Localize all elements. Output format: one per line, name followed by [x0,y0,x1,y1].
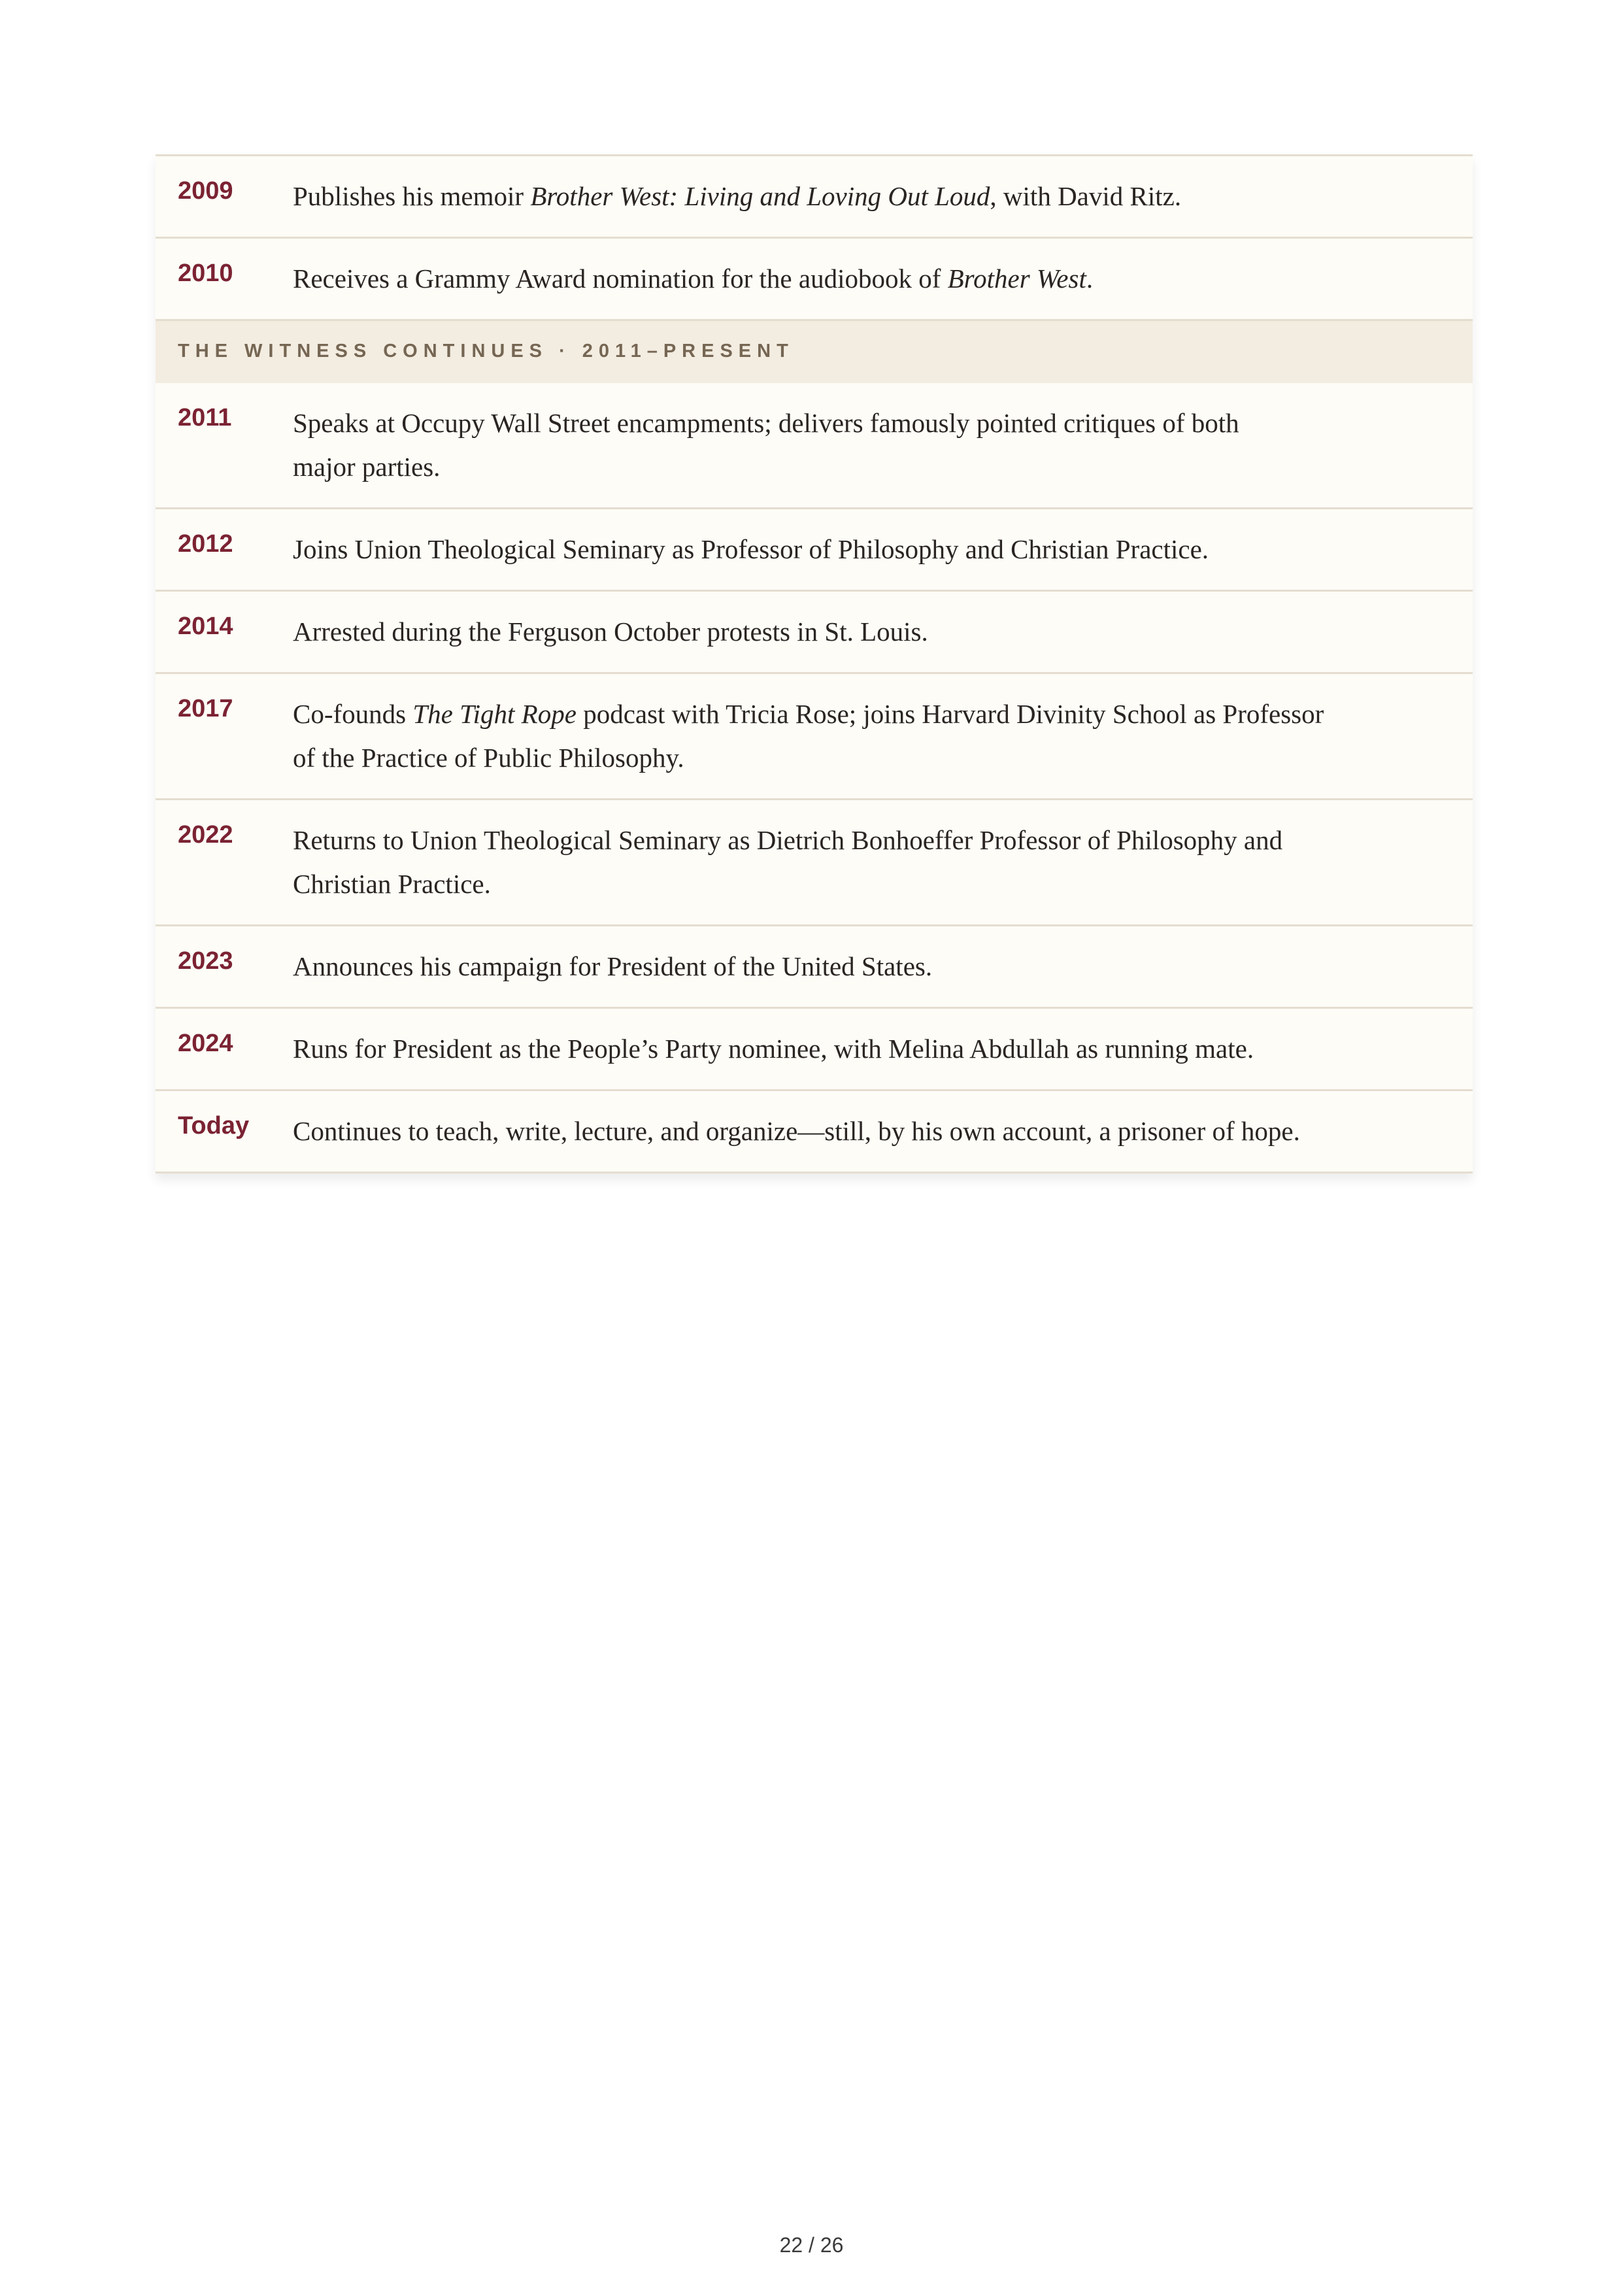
description-line [293,819,1453,862]
timeline-row [156,156,1473,239]
description-line [293,1027,1453,1071]
timeline-group-present [156,383,1473,1173]
timeline-row [156,592,1473,674]
timeline-description [293,1091,1473,1172]
text-segment: Publishes his memoir [293,181,531,211]
timeline-year: 2024 [178,1030,233,1057]
italic-title: Brother West: Living and Loving Out Loud [530,181,990,211]
timeline-row [156,1091,1473,1173]
timeline-description [293,156,1473,237]
timeline-description [293,800,1473,924]
text-segment: Joins Union Theological Seminary as Professor of Philosophy and Christian Practice. [293,534,1209,564]
description-line [293,610,1453,654]
text-segment: Announces his campaign for President of the United States. [293,951,933,981]
description-line [293,445,1453,489]
description-line [293,862,1453,906]
description-line [293,736,1453,780]
timeline-year: 2023 [178,947,233,975]
timeline-row [156,383,1473,509]
description-line [293,401,1453,445]
text-segment: Speaks at Occupy Wall Street encampments; delivers famously pointed critiques of both [293,408,1239,438]
italic-title: The Tight Rope [412,699,577,729]
text-segment: Arrested during the Ferguson October protests in St. Louis. [293,616,928,647]
timeline-year: 2009 [178,177,233,205]
text-segment: of the Practice of Public Philosophy. [293,743,684,773]
text-segment: podcast with Tricia Rose; joins Harvard Divinity School as Professor [576,699,1324,729]
text-segment: Co-founds [293,699,413,729]
text-segment: Returns to Union Theological Seminary as Dietrich Bonhoeffer Professor of Philosophy and [293,825,1283,855]
timeline-year: 2022 [178,821,233,849]
description-line [293,692,1453,736]
text-segment: Christian Practice. [293,869,491,899]
timeline-year: 2012 [178,530,233,558]
description-line [293,1109,1453,1153]
timeline-description [293,926,1473,1007]
timeline-row [156,800,1473,926]
timeline-row [156,509,1473,592]
timeline-description [293,509,1473,590]
timeline-group-early [156,156,1473,321]
timeline-year: Today [178,1112,250,1140]
timeline-year: 2014 [178,613,233,640]
timeline-description [293,239,1473,319]
timeline-table [156,154,1473,1173]
text-segment: , with David Ritz. [990,181,1182,211]
timeline-row [156,1009,1473,1091]
text-segment: . [1086,263,1094,294]
description-line [293,175,1453,218]
timeline-year: 2011 [178,404,232,431]
text-segment: Runs for President as the People’s Party nominee, with Melina Abdullah as running mate. [293,1034,1254,1064]
timeline-description [293,592,1473,672]
text-segment: major parties. [293,452,441,482]
timeline-row [156,926,1473,1009]
timeline-row [156,239,1473,321]
timeline-year: 2017 [178,695,233,722]
description-line [293,945,1453,988]
timeline-description [293,674,1473,798]
italic-title: Brother West [947,263,1086,294]
text-segment: Receives a Grammy Award nomination for the audiobook of [293,263,948,294]
timeline-description [293,1009,1473,1089]
description-line [293,528,1453,571]
description-line [293,257,1453,301]
timeline-year: 2010 [178,260,233,287]
page-number: 22 / 26 [779,2233,844,2257]
timeline-row [156,674,1473,800]
text-segment: Continues to teach, write, lecture, and organize—still, by his own account, a prisoner of hope. [293,1116,1300,1146]
section-header: THE WITNESS CONTINUES · 2011–PRESENT [156,321,1473,383]
timeline-description [293,383,1473,507]
